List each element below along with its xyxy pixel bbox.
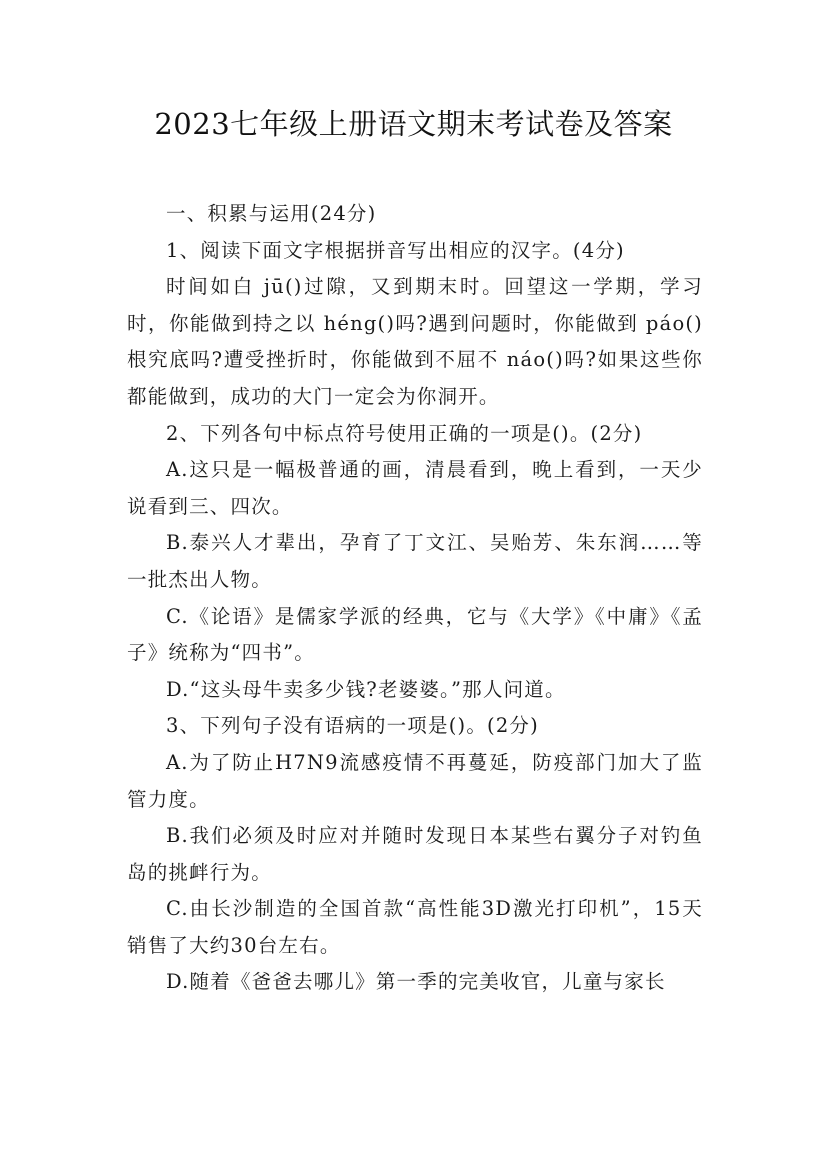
question-3-option-c: C.由长沙制造的全国首款“高性能3D激光打印机”，15天销售了大约30台左右。	[127, 897, 703, 957]
question-3: 3、下列句子没有语病的一项是()。(2分)	[166, 714, 539, 738]
question-1: 1、阅读下面文字根据拼音写出相应的汉字。(4分)	[166, 238, 625, 262]
question-2-option-c: C.《论语》是儒家学派的经典，它与《大学》《中庸》《孟子》统称为“四书”。	[127, 604, 703, 665]
section-heading: 一、积累与运用(24分)	[166, 202, 377, 225]
question-1-passage: 时间如白 jū()过隙，又到期末时。回望这一学期，学习时，你能做到持之以 héng()吗?遇到问题时，你能做到 páo()根究底吗?遭受挫折时，你能做到不屈不 náo()吗?如果这些你都能做到，成功的大门一定会为你洞开。	[127, 275, 703, 408]
document-title: 2023七年级上册语文期末考试卷及答案	[154, 107, 673, 141]
question-2-option-a: A.这只是一幅极普通的画，清晨看到，晚上看到，一天少说看到三、四次。	[127, 458, 703, 518]
question-2-option-d: D.“这头母牛卖多少钱?老婆婆。”那人问道。	[166, 677, 566, 701]
question-3-option-a: A.为了防止H7N9流感疫情不再蔓延，防疫部门加大了监管力度。	[127, 750, 703, 811]
question-2: 2、下列各句中标点符号使用正确的一项是()。(2分)	[166, 421, 643, 445]
question-2-option-b: B.泰兴人才辈出，孕育了丁文江、吴贻芳、朱东润……等一批杰出人物。	[127, 531, 703, 591]
question-3-option-d: D.随着《爸爸去哪儿》第一季的完美收官，儿童与家长	[166, 970, 666, 994]
question-3-option-b: B.我们必须及时应对并随时发现日本某些右翼分子对钓鱼岛的挑衅行为。	[127, 824, 703, 884]
document-body	[127, 196, 703, 1001]
